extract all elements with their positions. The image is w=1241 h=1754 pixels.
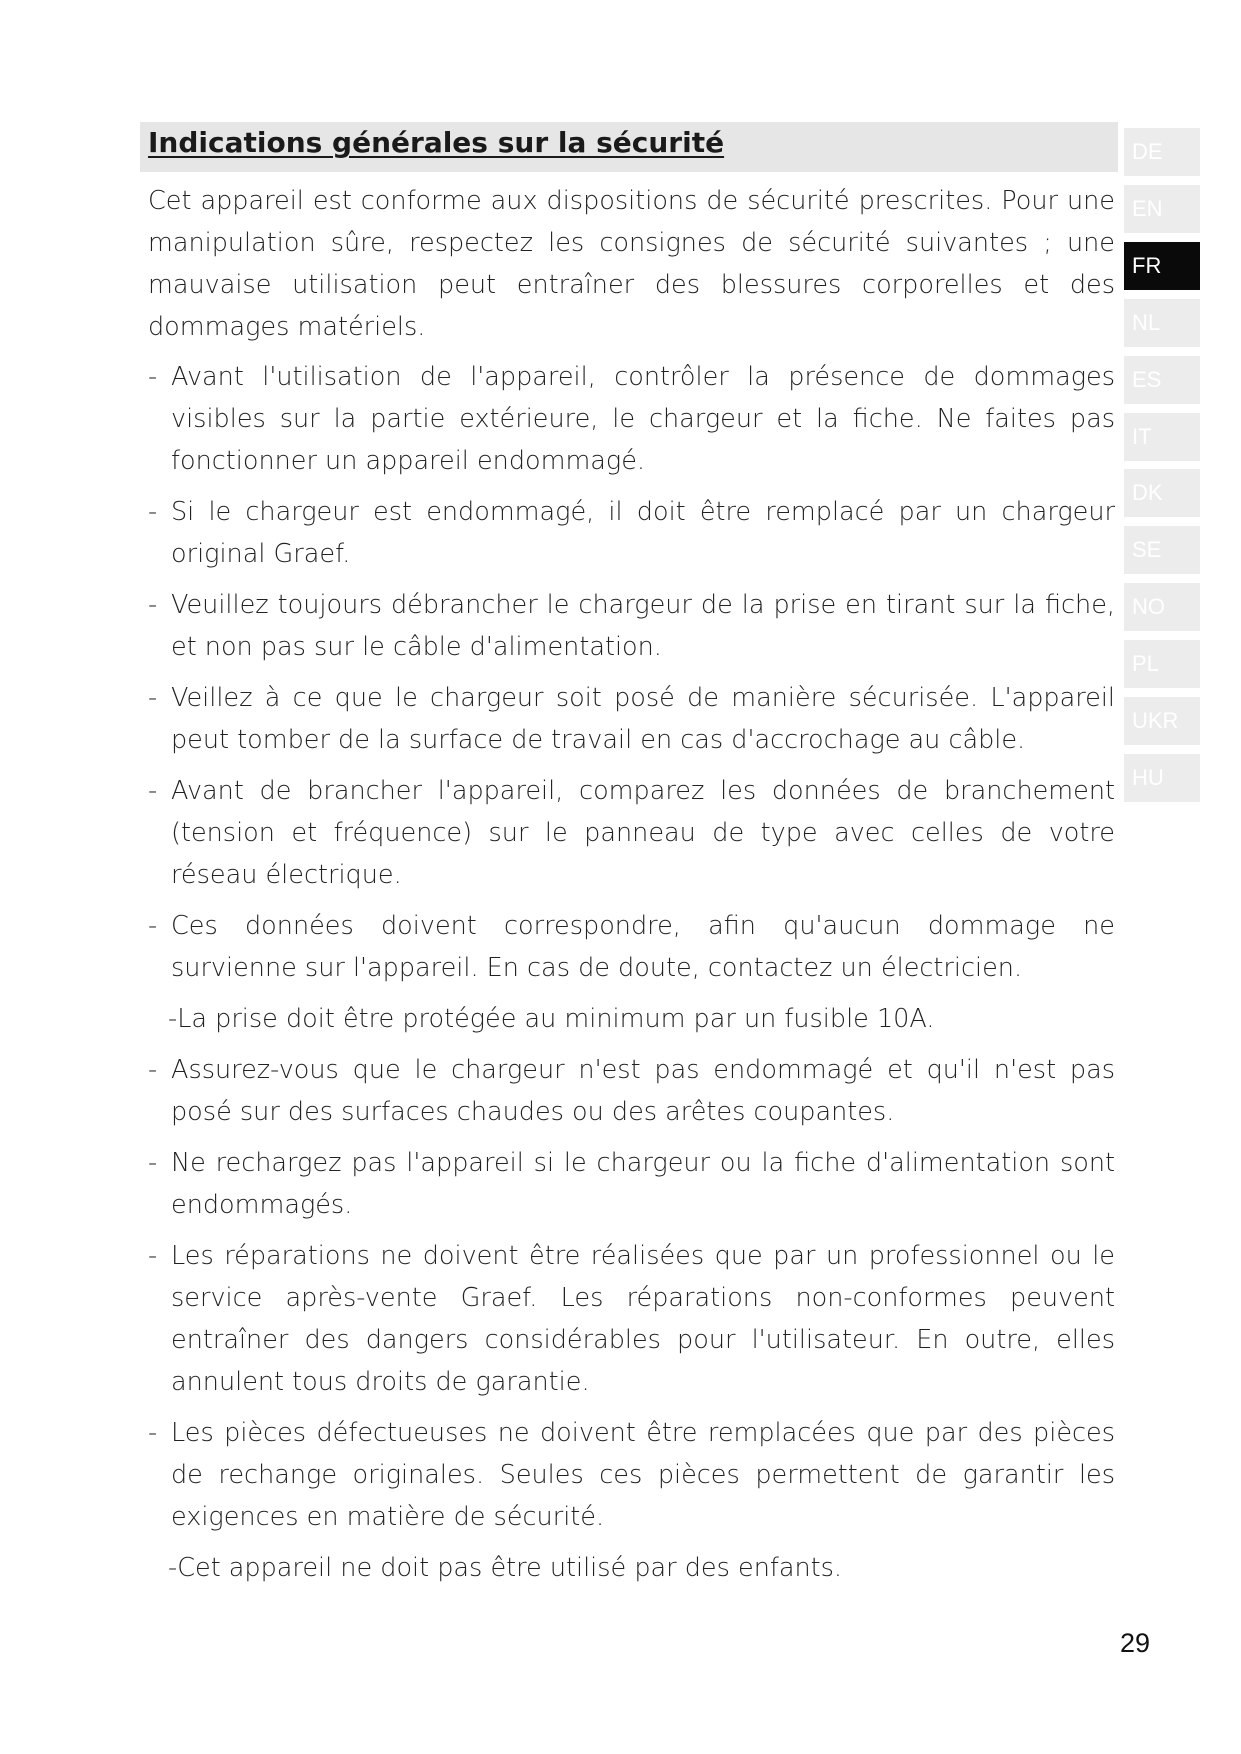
safety-item [148,677,1115,761]
language-tab-fr[interactable]: FR [1124,242,1200,290]
content [148,180,1115,1598]
safety-item-text: Assurez-vous que le chargeur n'est pas endommagé et qu'il n'est pas posé sur des surfaces chaudes ou des arêtes coupantes. [171,1055,1115,1127]
safety-item [148,905,1115,989]
safety-item [148,1142,1115,1226]
safety-item-text: Si le chargeur est endommagé, il doit être remplacé par un chargeur original Graef. [171,497,1115,569]
language-tab-se[interactable]: SE [1124,526,1200,574]
page-number: 29 [1120,1628,1151,1658]
language-tab-es[interactable]: ES [1124,356,1200,404]
safety-item-text: Veillez à ce que le chargeur soit posé de manière sécurisée. L'appareil peut tomber de la surface de travail en cas d'accrochage au câble. [171,683,1115,755]
bullet-dash: - [148,1418,158,1448]
language-tab-dk[interactable]: DK [1124,469,1200,517]
language-tab-hu[interactable]: HU [1124,754,1200,802]
safety-item-text: Ces données doivent correspondre, afin qu'aucun dommage ne survienne sur l'appareil. En cas de doute, contactez un électricien. [171,911,1115,983]
safety-item [148,1049,1115,1133]
safety-item-text: Les pièces défectueuses ne doivent être remplacées que par des pièces de rechange originales. Seules ces pièces permettent de garantir les exigences en matière de sécurité. [171,1418,1115,1532]
safety-item [148,770,1115,896]
language-tab-it[interactable]: IT [1124,413,1200,461]
safety-list [148,356,1115,1589]
bullet-dash: - [148,1055,158,1085]
safety-item-text: -Cet appareil ne doit pas être utilisé par des enfants. [168,1553,843,1583]
safety-item-text: Avant de brancher l'appareil, comparez les données de branchement (tension et fréquence) sur le panneau de type avec celles de votre réseau électrique. [171,776,1115,890]
bullet-dash: - [148,911,158,941]
bullet-dash: - [148,590,158,620]
safety-item-text: Les réparations ne doivent être réalisées que par un professionnel ou le service après-vente Graef. Les réparations non-conformes peuvent entraîner des dangers considérables pour l'utilisateur. En outre, elles annulent tous droits de garantie. [171,1241,1115,1397]
language-tab-de[interactable]: DE [1124,128,1200,176]
safety-item [148,998,1115,1040]
bullet-dash: - [148,1241,158,1271]
language-tab-pl[interactable]: PL [1124,640,1200,688]
bullet-dash: - [148,683,158,713]
safety-item-text: -La prise doit être protégée au minimum par un fusible 10A. [168,1004,935,1034]
safety-item [148,1412,1115,1538]
bullet-dash: - [148,362,158,392]
section-heading: Indications générales sur la sécurité [148,126,725,159]
intro-paragraph: Cet appareil est conforme aux dispositions de sécurité prescrites. Pour une manipulation sûre, respectez les consignes de sécurité suivantes ; une mauvaise utilisation peut entraîner des blessures corporelles et des dommages matériels. [148,186,1115,342]
safety-item [148,491,1115,575]
safety-item-text: Avant l'utilisation de l'appareil, contrôler la présence de dommages visibles sur la partie extérieure, le chargeur et la fiche. Ne faites pas fonctionner un appareil endommagé. [171,362,1115,476]
language-tab-en[interactable]: EN [1124,185,1200,233]
language-tab-nl[interactable]: NL [1124,299,1200,347]
bullet-dash: - [148,1148,158,1178]
language-tab-no[interactable]: NO [1124,583,1200,631]
bullet-dash: - [148,497,158,527]
safety-item-text: Veuillez toujours débrancher le chargeur de la prise en tirant sur la fiche, et non pas sur le câble d'alimentation. [171,590,1115,662]
language-tab-ukr[interactable]: UKR [1124,697,1200,745]
safety-item-text: Ne rechargez pas l'appareil si le chargeur ou la fiche d'alimentation sont endommagés. [171,1148,1115,1220]
safety-item [148,356,1115,482]
safety-item [148,1235,1115,1403]
bullet-dash: - [148,776,158,806]
safety-item [148,1547,1115,1589]
safety-item [148,584,1115,668]
